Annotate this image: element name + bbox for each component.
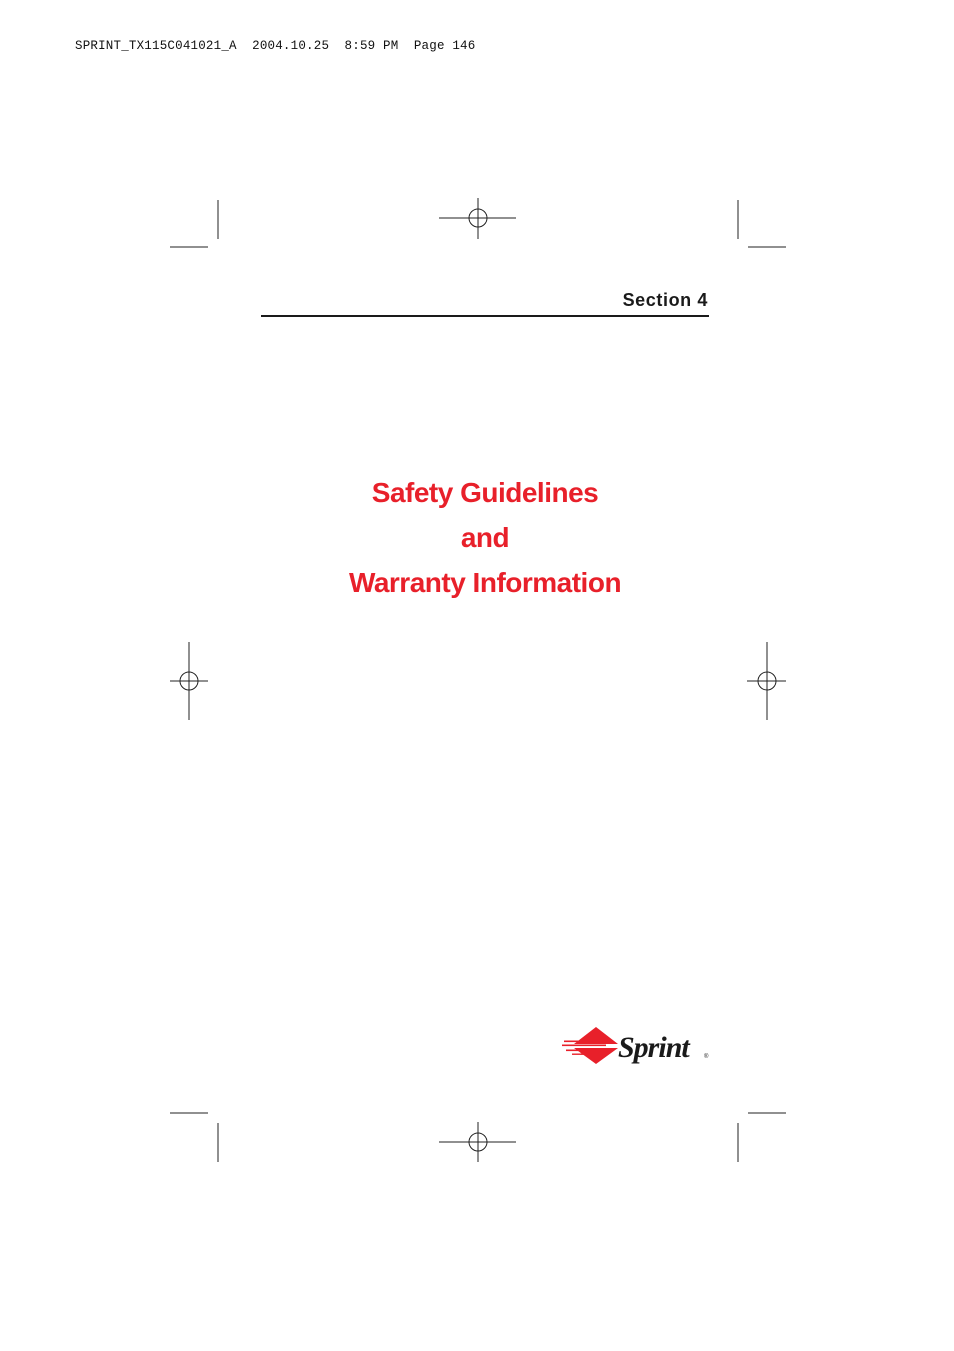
section-label: Section 4	[622, 290, 708, 310]
sprint-logo-wordmark: Sprint	[618, 1031, 689, 1064]
section-divider	[261, 315, 709, 317]
page-title	[285, 470, 685, 605]
title-line-1: Safety Guidelines	[371, 477, 599, 508]
registered-mark: ®	[704, 1054, 709, 1060]
registration-mark-bottom	[439, 1122, 516, 1162]
title-line-2: and	[460, 522, 510, 553]
registration-mark-right	[747, 642, 786, 720]
registration-mark-top	[439, 198, 516, 239]
title-line-3: Warranty Information	[348, 567, 622, 598]
print-slug-line: SPRINT_TX115C041021_A 2004.10.25 8:59 PM Page 146	[75, 39, 476, 53]
sprint-logo	[562, 1024, 712, 1068]
registration-mark-left	[170, 642, 208, 720]
sprint-diamond-icon	[562, 1027, 618, 1064]
